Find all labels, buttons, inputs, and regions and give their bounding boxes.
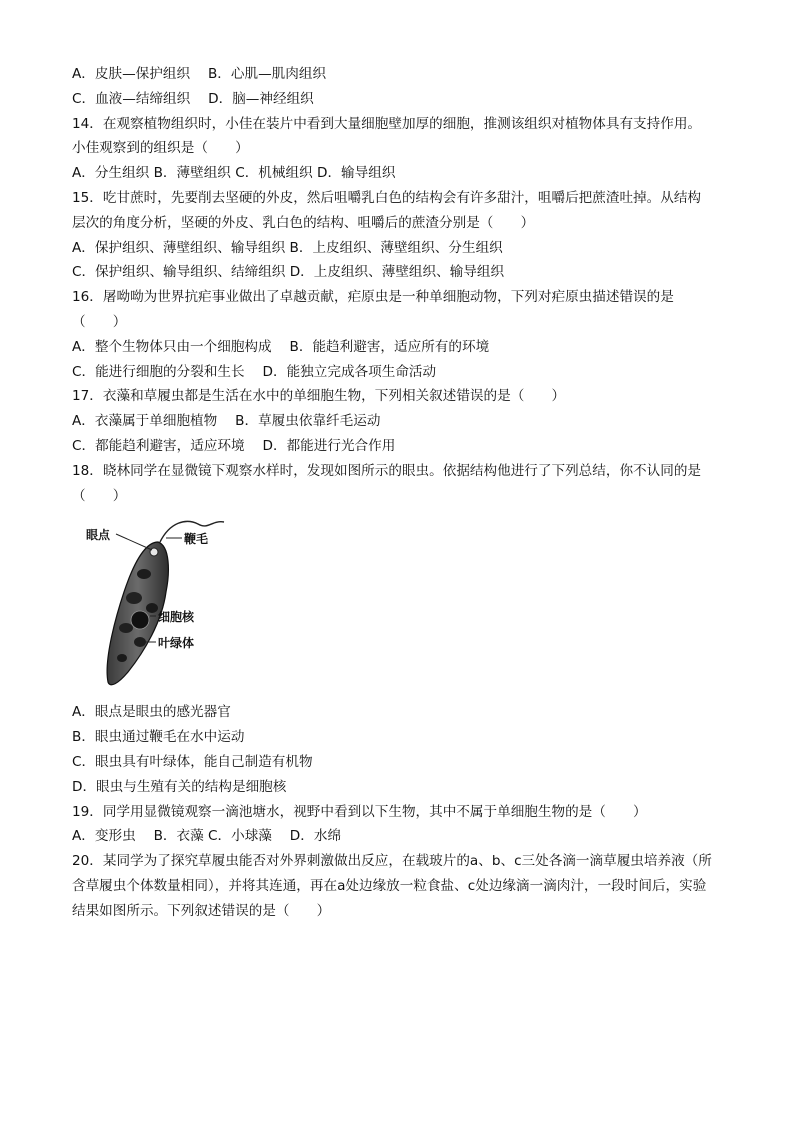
question-20-stem-end: 结果如图所示。下列叙述错误的是（ ） xyxy=(72,902,331,919)
question-18-stem: 18．晓林同学在显微镜下观察水样时，发现如图所示的眼虫。依据结构他进行了下列总结，你不认同的是 xyxy=(72,462,702,479)
question-16-stem: 16．屠呦呦为世界抗疟事业做出了卓越贡献，疟原虫是一种单细胞动物，下列对疟原虫描述错误的是 xyxy=(72,289,674,306)
question-15-stem-cont: 层次的角度分析，坚硬的外皮、乳白色的结构、咀嚼后的蔗渣分别是（ ） xyxy=(72,214,535,231)
label-flagellum: 鞭毛 xyxy=(184,532,209,547)
question-17-stem: 17．衣藻和草履虫都是生活在水中的单细胞生物，下列相关叙述错误的是（ ） xyxy=(72,388,566,405)
question-14-stem-cont: 小佳观察到的组织是（ ） xyxy=(72,140,249,157)
text-line: A．皮肤—保护组织 B．心肌—肌肉组织 xyxy=(72,66,327,82)
question-15-options-ab: A．保护组织、薄壁组织、输导组织 B．上皮组织、薄壁组织、分生组织 xyxy=(72,239,503,256)
question-16-stem-cont: （ ） xyxy=(72,313,127,330)
label-chloroplast: 叶绿体 xyxy=(158,636,195,651)
question-14-options: A．分生组织 B．薄壁组织 C．机械组织 D．输导组织 xyxy=(72,165,396,182)
question-20-stem: 20．某同学为了探究草履虫能否对外界刺激做出反应，在载玻片的a、b、c三处各滴一滴草履虫培养液（所 xyxy=(72,853,712,870)
question-15-stem: 15．吃甘蔗时，先要削去坚硬的外皮，然后咀嚼乳白色的结构会有许多甜汁，咀嚼后把蔗渣吐掉。从结构 xyxy=(72,189,702,206)
question-19-stem: 19．同学用显微镜观察一滴池塘水，视野中看到以下生物，其中不属于单细胞生物的是（ ） xyxy=(72,803,647,820)
euglena-figure xyxy=(74,512,254,698)
question-18-option-c: C．眼虫具有叶绿体，能自己制造有机物 xyxy=(72,753,313,770)
question-19-options: A．变形虫 B．衣藻 C．小球藻 D．水绵 xyxy=(72,828,342,845)
question-18-option-a: A．眼点是眼虫的感光器官 xyxy=(72,704,231,721)
question-14-stem: 14．在观察植物组织时，小佳在装片中看到大量细胞壁加厚的细胞，推测该组织对植物体具有支持作用。 xyxy=(72,115,702,132)
question-17-options-cd: C．都能趋利避害，适应环境 D．都能进行光合作用 xyxy=(72,437,396,454)
question-18-option-d: D．眼虫与生殖有关的结构是细胞核 xyxy=(72,778,287,795)
question-15-options-cd: C．保护组织、输导组织、结缔组织 D．上皮组织、薄壁组织、输导组织 xyxy=(72,264,505,281)
exam-page xyxy=(72,62,728,924)
label-eyespot: 眼点 xyxy=(86,528,111,543)
question-16-options-cd: C．能进行细胞的分裂和生长 D．能独立完成各项生命活动 xyxy=(72,363,437,380)
question-17-options-ab: A．衣藻属于单细胞植物 B．草履虫依靠纤毛运动 xyxy=(72,413,381,430)
question-18-option-b: B．眼虫通过鞭毛在水中运动 xyxy=(72,729,245,746)
text-line: C．血液—结缔组织 D．脑—神经组织 xyxy=(72,90,314,107)
question-18-stem-cont: （ ） xyxy=(72,487,127,504)
label-nucleus: 细胞核 xyxy=(158,610,195,625)
question-16-options-ab: A．整个生物体只由一个细胞构成 B．能趋利避害，适应所有的环境 xyxy=(72,338,490,355)
question-20-stem-cont: 含草履虫个体数量相同），并将其连通，再在a处边缘放一粒食盐、c处边缘滴一滴肉汁，一段时间后，实验 xyxy=(72,877,707,894)
